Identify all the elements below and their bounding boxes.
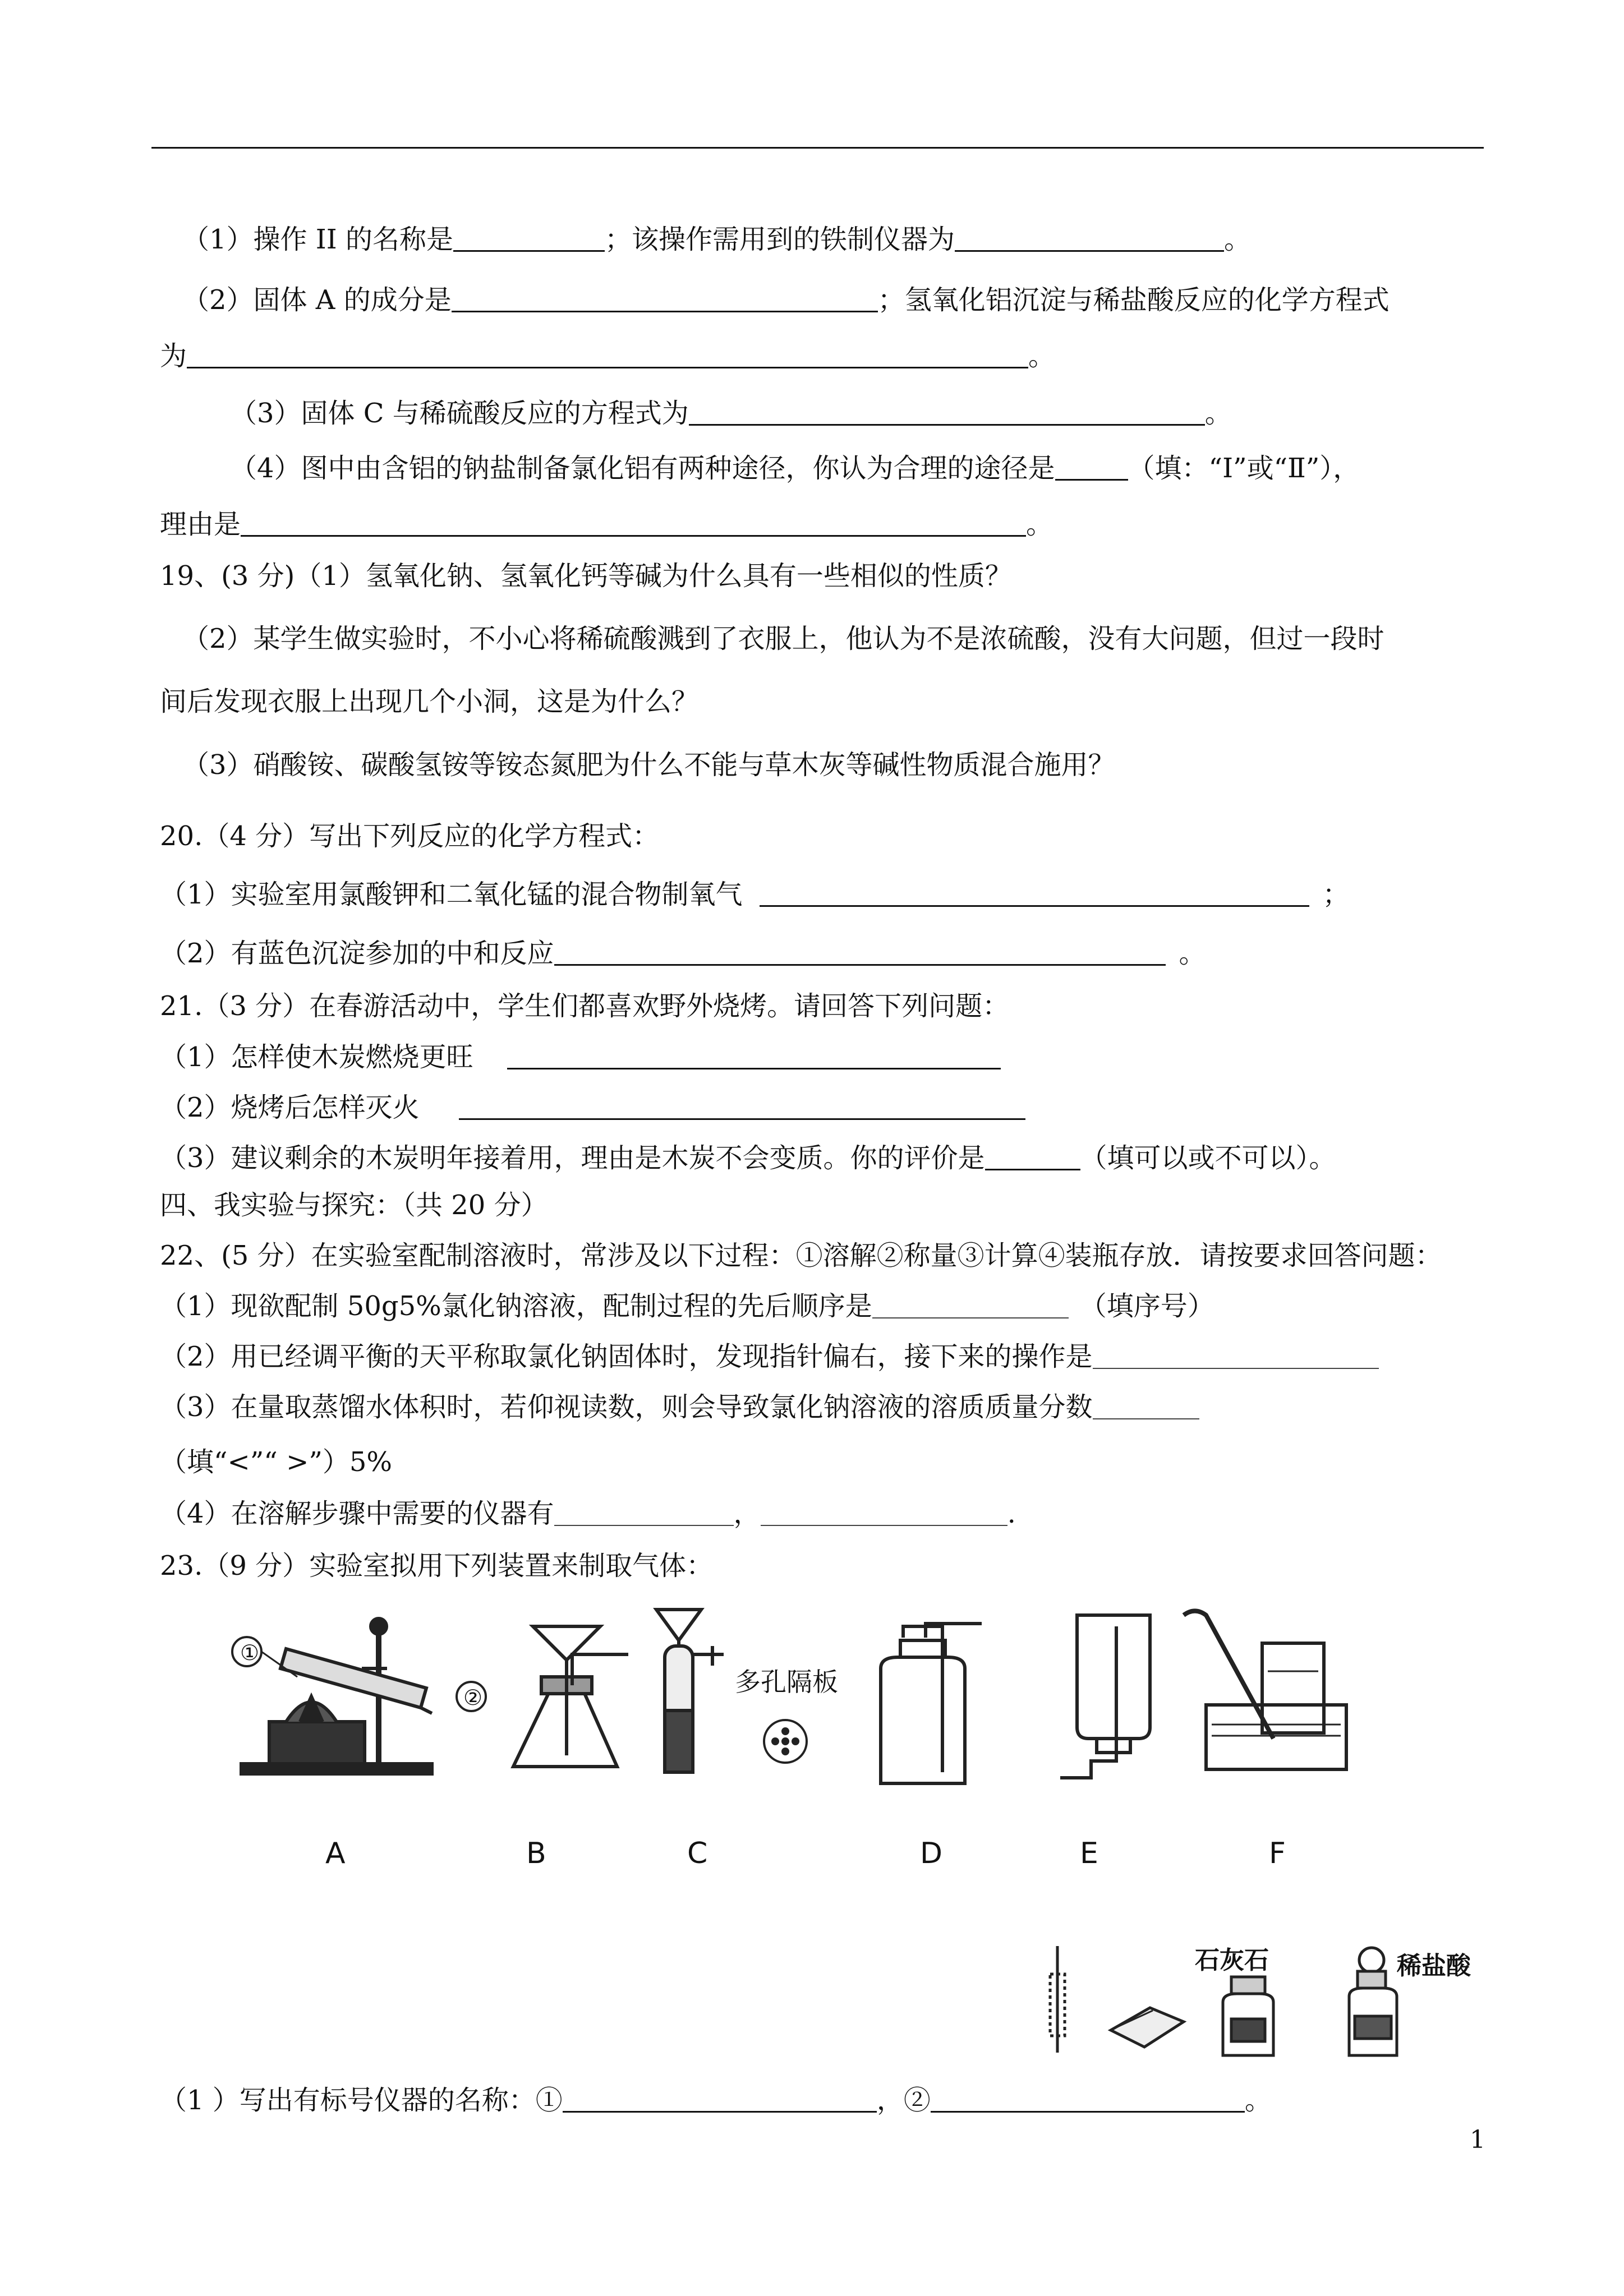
q22-part1	[160, 1290, 1214, 1322]
apparatus-figure	[219, 1593, 1559, 1884]
q18-part4-cont	[160, 510, 1053, 538]
q18-2-text2: ；氢氧化铝沉淀与稀盐酸反应的化学方程式	[877, 284, 1390, 316]
page-number: 1	[1470, 2126, 1485, 2154]
answer-blank[interactable]	[689, 399, 1205, 426]
q20-1-end: ；	[1322, 879, 1350, 910]
answer-blank[interactable]	[761, 1500, 1007, 1526]
apparatus-f	[1184, 1611, 1346, 1770]
answer-blank[interactable]	[452, 286, 878, 312]
answer-blank[interactable]	[872, 1293, 1069, 1318]
answer-blank[interactable]	[1093, 1394, 1199, 1419]
q19-part3: （3）硝酸铵、碳酸氢铵等铵态氮肥为什么不能与草木灰等碱性物质混合施用？	[182, 749, 1115, 781]
q18-4-text: （4）图中由含铝的钠盐制备氯化铝有两种途径，你认为合理的途径是	[230, 453, 1055, 484]
q20-2-end: 。	[1179, 938, 1206, 969]
q18-4-text3: 理由是	[160, 509, 241, 540]
q18-4-text2: （填：“Ⅰ”或“Ⅱ”），	[1128, 453, 1360, 484]
apparatus-a	[232, 1619, 432, 1774]
apparatus-e	[1060, 1615, 1150, 1778]
q21-3-text: （3）建议剩余的木炭明年接着用，理由是木炭不会变质。你的评价是	[160, 1142, 985, 1174]
q22-1-text: （1）现欲配制 50g5%氯化钠溶液，配制过程的先后顺序是	[160, 1290, 872, 1322]
q22-1-end: （填序号）	[1079, 1290, 1214, 1322]
q20-part1	[160, 880, 1350, 908]
q19-part2-cont: 间后发现衣服上出现几个小洞，这是为什么？	[160, 686, 699, 717]
answer-blank[interactable]	[760, 880, 1309, 907]
section-4-heading: 四、我实验与探究：（共 20 分）	[160, 1190, 548, 1221]
answer-blank[interactable]	[1093, 1343, 1379, 1369]
q18-2-text: （2）固体 A 的成分是	[182, 284, 452, 316]
q18-1-end: 。	[1224, 224, 1252, 255]
q23-title: 23.（9 分）实验室拟用下列装置来制取气体：	[160, 1550, 714, 1582]
q22-title: 22、(5 分）在实验室配制溶液时，常涉及以下过程：①溶解②称量③计算④装瓶存放．请按要求回答问题：	[160, 1240, 1442, 1271]
q21-part1	[160, 1043, 1001, 1071]
hydrochloric-acid-label: 稀盐酸	[1397, 1952, 1471, 1980]
q20-part2	[160, 939, 1206, 967]
q20-1-text: （1）实验室用氯酸钾和二氧化锰的混合物制氧气	[160, 879, 743, 910]
q22-3-text: （3）在量取蒸馏水体积时，若仰视读数，则会导致氯化钠溶液的溶质质量分数	[160, 1391, 1093, 1423]
answer-blank[interactable]	[985, 1144, 1080, 1170]
hydrochloric-acid-bottle-icon	[1349, 1948, 1397, 2055]
marker-1: ①	[240, 1640, 260, 1665]
q22-part3	[160, 1391, 1199, 1423]
q22-4-sep: ，	[733, 1498, 761, 1529]
q18-part4	[230, 454, 1360, 482]
q22-part2	[160, 1343, 1379, 1370]
limestone-bottle-icon	[1223, 1977, 1273, 2055]
label-f: F	[1269, 1837, 1286, 1870]
answer-blank[interactable]	[931, 2086, 1245, 2113]
label-d: D	[920, 1837, 943, 1870]
q23-1-text: （1 ）写出有标号仪器的名称：①	[160, 2085, 563, 2116]
answer-blank[interactable]	[955, 225, 1224, 252]
answer-blank[interactable]	[1055, 454, 1128, 481]
q21-3-end: （填可以或不可以）。	[1080, 1142, 1336, 1174]
answer-blank[interactable]	[563, 2086, 877, 2113]
q23-1-end: 。	[1244, 2085, 1272, 2116]
answer-blank[interactable]	[453, 225, 605, 252]
q22-4-text: （4）在溶解步骤中需要的仪器有	[160, 1498, 554, 1529]
plate-label: 多孔隔板	[735, 1667, 838, 1697]
matchbox-icon	[1111, 2008, 1184, 2047]
q18-1-text2: ；该操作需用到的铁制仪器为	[604, 224, 955, 255]
q18-part2	[182, 284, 1390, 316]
answer-blank[interactable]	[241, 510, 1026, 537]
q20-title: 20.（4 分）写出下列反应的化学方程式：	[160, 820, 660, 852]
q22-part3-cont: （填“<”“ >”）5%	[160, 1446, 393, 1478]
q19-part1: 19、(3 分)（1）氢氧化钠、氢氧化钙等碱为什么具有一些相似的性质？	[160, 560, 1012, 592]
apparatus-b	[457, 1626, 628, 1767]
q18-part2-cont	[160, 342, 1055, 370]
q22-part4	[160, 1500, 1016, 1527]
q19-part2: （2）某学生做实验时，不小心将稀硫酸溅到了衣服上，他认为不是浓硫酸，没有大问题，但过一段时	[182, 623, 1384, 654]
label-e: E	[1080, 1837, 1098, 1870]
apparatus-d	[881, 1624, 982, 1783]
answer-blank[interactable]	[554, 1500, 734, 1526]
header-rule	[151, 147, 1484, 149]
q21-title: 21.（3 分）在春游活动中，学生们都喜欢野外烧烤。请回答下列问题：	[160, 990, 1010, 1022]
q18-3-end: 。	[1204, 398, 1232, 429]
q23-part1	[160, 2086, 1272, 2114]
q22-4-end: .	[1007, 1498, 1016, 1529]
q21-1-text: （1）怎样使木炭燃烧更旺	[160, 1041, 473, 1073]
answer-blank[interactable]	[459, 1094, 1025, 1120]
q18-3-text: （3）固体 C 与稀硫酸反应的方程式为	[230, 398, 689, 429]
q23-1-sep: ，②	[876, 2085, 931, 2116]
q18-2-text3: 为	[160, 340, 187, 372]
q21-part2	[160, 1094, 1025, 1121]
q21-2-text: （2）烧烤后怎样灭火	[160, 1092, 420, 1123]
answer-blank[interactable]	[554, 939, 1166, 966]
label-c: C	[687, 1837, 708, 1870]
answer-blank[interactable]	[507, 1043, 1001, 1069]
label-a: A	[325, 1837, 346, 1870]
q20-2-text: （2）有蓝色沉淀参加的中和反应	[160, 938, 554, 969]
q22-2-text: （2）用已经调平衡的天平称取氯化钠固体时，发现指针偏右，接下来的操作是	[160, 1341, 1093, 1372]
apparatus-c	[656, 1610, 838, 1772]
q18-part1	[182, 225, 1251, 253]
test-tube-brush-icon	[1050, 1946, 1065, 2053]
label-b: B	[526, 1837, 546, 1870]
answer-blank[interactable]	[187, 342, 1028, 368]
marker-2: ②	[463, 1685, 483, 1710]
q18-1-text: （1）操作 II 的名称是	[182, 224, 453, 255]
q18-2-end: 。	[1028, 340, 1056, 372]
reagents-figure	[1038, 1940, 1520, 2064]
q18-4-end: 。	[1026, 509, 1053, 540]
q21-part3	[160, 1144, 1336, 1172]
limestone-label: 石灰石	[1195, 1946, 1269, 1975]
q18-part3	[230, 399, 1232, 427]
